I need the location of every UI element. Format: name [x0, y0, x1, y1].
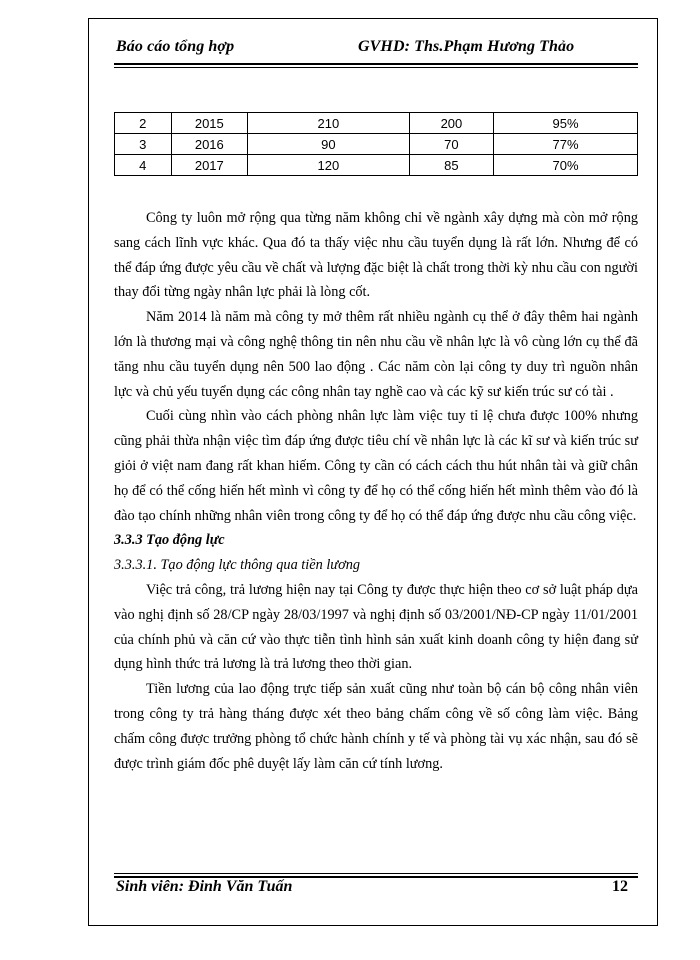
- paragraph: Tiền lương của lao động trực tiếp sản xuất cũng như toàn bộ cán bộ công nhân viên trong công ty trả hàng tháng được xét theo bảng chấm công về số công làm việc. Bảng chấm công được trưởng phòng tổ chức hành chính y tế và phòng tài vụ xác nhận, sau đó sẽ được trình giám đốc phê duyệt lấy làm căn cứ tính lương.: [114, 681, 638, 772]
- header-rule-thin: [114, 67, 638, 68]
- table-cell: 4: [115, 155, 172, 176]
- footer-student-name: Sinh viên: Đinh Văn Tuấn: [116, 878, 293, 895]
- page-header: [114, 38, 638, 62]
- paragraph: Năm 2014 là năm mà công ty mở thêm rất nhiều ngành cụ thể ở đây thêm hai ngành lớn là thương mại và công nghệ thông tin nên nhu cầu về nhân lực là vô cùng lớn cụ thể đã tăng nhu cầu tuyển dụng nên 500 lao động . Các năm còn lại công ty duy trì nguồn nhân lực và chủ yếu tuyển dụng các công nhân tay nghề cao và các kỹ sư kiến trúc sư có tài .: [114, 309, 638, 400]
- table-cell: 2015: [171, 113, 248, 134]
- table-cell: 95%: [494, 113, 638, 134]
- table-cell: 120: [248, 155, 410, 176]
- paragraph: Công ty luôn mở rộng qua từng năm không chỉ về ngành xây dựng mà còn mở rộng sang cách lĩnh vực khác. Qua đó ta thấy việc nhu cầu tuyển dụng là rất lớn. Nhưng để có thể đáp ứng được yêu cầu về chất và lượng đặc biệt là chất trong thời kỳ nhu cầu con người thay đổi từng ngày nhân lực phải là lòng cốt.: [114, 210, 638, 301]
- footer-rule-thin: [114, 873, 638, 874]
- table-cell: 77%: [494, 134, 638, 155]
- table-cell: 90: [248, 134, 410, 155]
- subsection-heading: 3.3.3.1. Tạo động lực thông qua tiền lương: [114, 557, 361, 574]
- paragraph: Việc trả công, trả lương hiện nay tại Công ty được thực hiện theo cơ sở luật pháp dựa vào nghị định số 28/CP ngày 28/03/1997 và nghị định số 03/2001/NĐ-CP ngày 11/01/2001 của chính phủ và căn cứ vào thực tiễn tình hình sản xuất kinh doanh công ty hiện đang sử dụng hình thức trả lương là trả lương theo thời gian.: [114, 581, 638, 673]
- header-supervisor: GVHD: Ths.Phạm Hương Thảo: [358, 38, 575, 55]
- body-text: [114, 206, 638, 776]
- table-cell: 70: [409, 134, 493, 155]
- table-cell: 2017: [171, 155, 248, 176]
- table-cell: 2: [115, 113, 172, 134]
- table-cell: 210: [248, 113, 410, 134]
- table-cell: 200: [409, 113, 493, 134]
- table-cell: 85: [409, 155, 493, 176]
- table-row: [115, 134, 638, 155]
- table-cell: 2016: [171, 134, 248, 155]
- table-row: [115, 155, 638, 176]
- header-rule: [114, 63, 638, 65]
- recruitment-table: [114, 112, 638, 176]
- page-number: 12: [612, 878, 628, 895]
- page-footer: [114, 878, 638, 902]
- section-heading: 3.3.3 Tạo động lực: [114, 532, 225, 549]
- header-report-title: Báo cáo tổng hợp: [116, 38, 235, 55]
- table-row: [115, 113, 638, 134]
- table-cell: 3: [115, 134, 172, 155]
- table-cell: 70%: [494, 155, 638, 176]
- paragraph: Cuối cùng nhìn vào cách phòng nhân lực làm việc tuy tỉ lệ chưa được 100% nhưng cũng phải thừa nhận việc tìm đáp ứng được tiêu chí về nhân lực là các kĩ sư và kiến trúc sư giỏi ở việt nam đang rất khan hiếm. Công ty cần có cách cách thu hút nhân tài và giữ chân họ để có thể cống hiến hết mình vì công ty để họ có thể cống hiến hết mình thêm vào đó là đào tạo chính những nhân viên trong công ty để họ có thể đáp ứng được nhu cầu công việc.: [114, 408, 638, 524]
